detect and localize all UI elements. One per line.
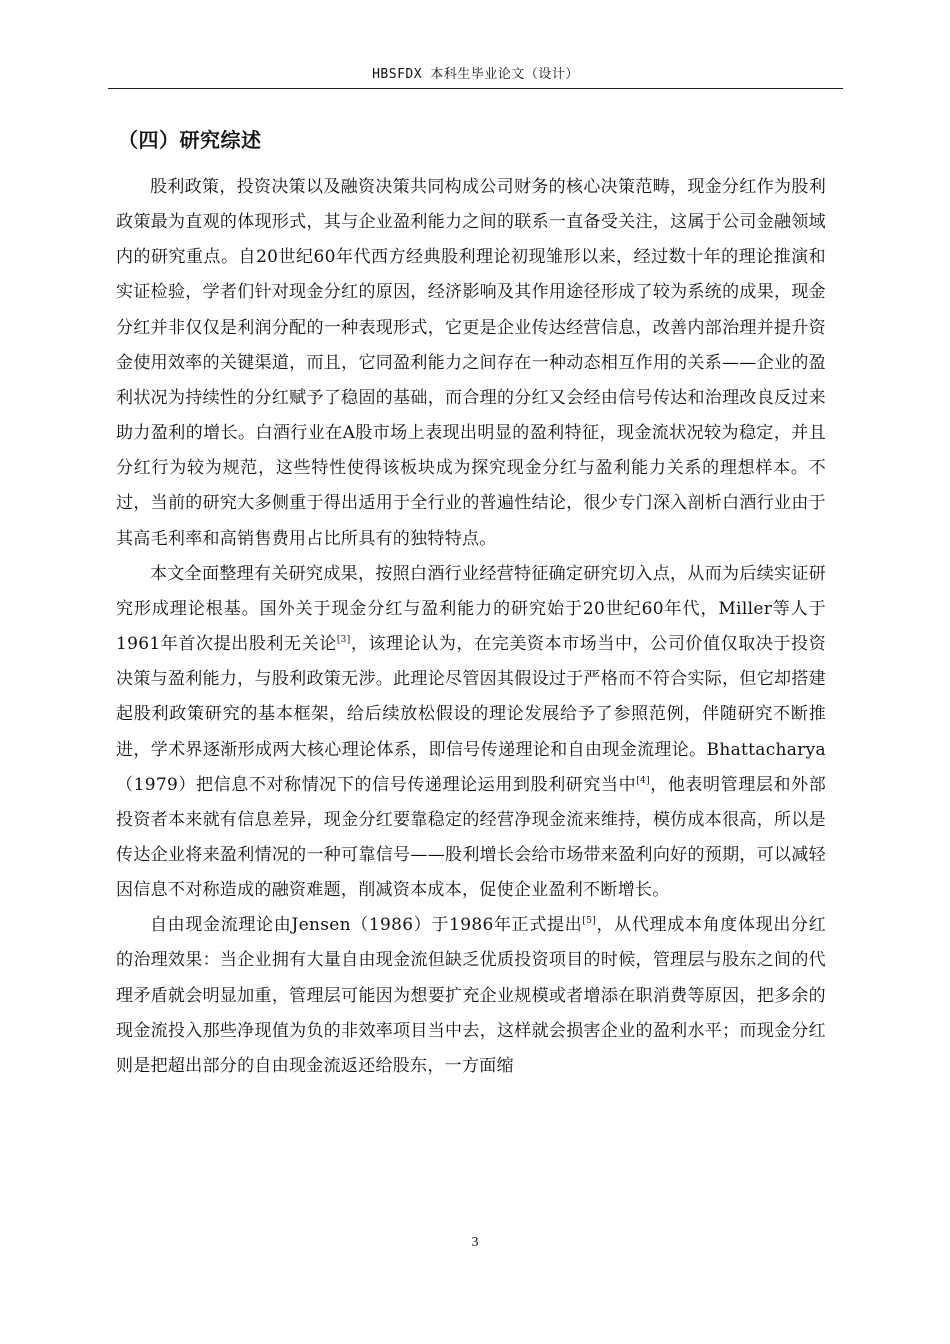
paragraph-3-text-b: ，从代理成本角度体现出分红的治理效果：当企业拥有大量自由现金流但缺乏优质投资项目的时候，管理层与股东之间的代理矛盾就会明显加重，管理层可能因为想要扩充企业规模或者增添在职消费等原因，把多余的现金流投入那些净现值为负的非效率项目当中去，这样就会损害企业的盈利水平；而现金分红则是把超出部分的自由现金流返还给股东，一方面缩: [116, 915, 826, 1076]
paragraph-2-text-c: ，他表明管理层和外部投资者本来就有信息差异，现金分红要靠稳定的经营净现金流来维持，模仿成本很高，所以是传达企业将来盈利情况的一种可靠信号——股利增长会给市场带来盈利向好的预期，可以减轻因信息不对称造成的融资难题，削减资本成本，促使企业盈利不断增长。: [116, 774, 827, 901]
paragraph-2: [116, 557, 826, 909]
paragraph-2-text-a: 本文全面整理有关研究成果，按照白酒行业经营特征确定研究切入点，从而为后续实证研究形成理论根基。国外关于现金分红与盈利能力的研究始于20世纪60年代，Miller等人于1961年首次提出股利无关论: [116, 563, 826, 655]
paragraph-3: [116, 908, 826, 1084]
paragraph-1-text: 股利政策，投资决策以及融资决策共同构成公司财务的核心决策范畴，现金分红作为股利政策最为直观的体现形式，其与企业盈利能力之间的联系一直备受关注，这属于公司金融领域内的研究重点。自20世纪60年代西方经典股利理论初现雏形以来，经过数十年的理论推演和实证检验，学者们针对现金分红的原因，经济影响及其作用途径形成了较为系统的成果，现金分红并非仅仅是利润分配的一种表现形式，它更是企业传达经营信息，改善内部治理并提升资金使用效率的关键渠道，而且，它同盈利能力之间存在一种动态相互作用的关系——企业的盈利状况为持续性的分红赋予了稳固的基础，而合理的分红又会经由信号传达和治理改良反过来助力盈利的增长。白酒行业在A股市场上表现出明显的盈利特征，现金流状况较为稳定，并且分红行为较为规范，这些特性使得该板块成为探究现金分红与盈利能力关系的理想样本。不过，当前的研究大多侧重于得出适用于全行业的普遍性结论，很少专门深入剖析白酒行业由于其高毛利率和高销售费用占比所具有的独特特点。: [116, 177, 826, 549]
section-title: （四）研究综述: [118, 128, 262, 152]
citation-ref-3[interactable]: [3]: [336, 635, 351, 646]
paragraph-1: [116, 170, 826, 557]
page-number: 3: [471, 1235, 479, 1250]
paragraph-2-text-b: ，该理论认为，在完美资本市场当中，公司价值仅取决于投资决策与盈利能力，与股利政策无涉。此理论尽管因其假设过于严格而不符合实际，但它却搭建起股利政策研究的基本框架，给后续放松假设的理论发展给予了参照范例，伴随研究不断推进，学术界逐渐形成两大核心理论体系，即信号传递理论和自由现金流理论。Bhattacharya（1979）把信息不对称情况下的信号传递理论运用到股利研究当中: [116, 634, 826, 795]
citation-ref-5[interactable]: [5]: [582, 916, 597, 927]
paragraph-3-text-a: 自由现金流理论由Jensen（1986）于1986年正式提出: [150, 915, 583, 936]
running-header: HBSFDX 本科生毕业论文（设计）: [372, 67, 579, 82]
header-rule: [108, 88, 843, 89]
body-text: [116, 170, 826, 1084]
citation-ref-4[interactable]: [4]: [636, 775, 650, 786]
